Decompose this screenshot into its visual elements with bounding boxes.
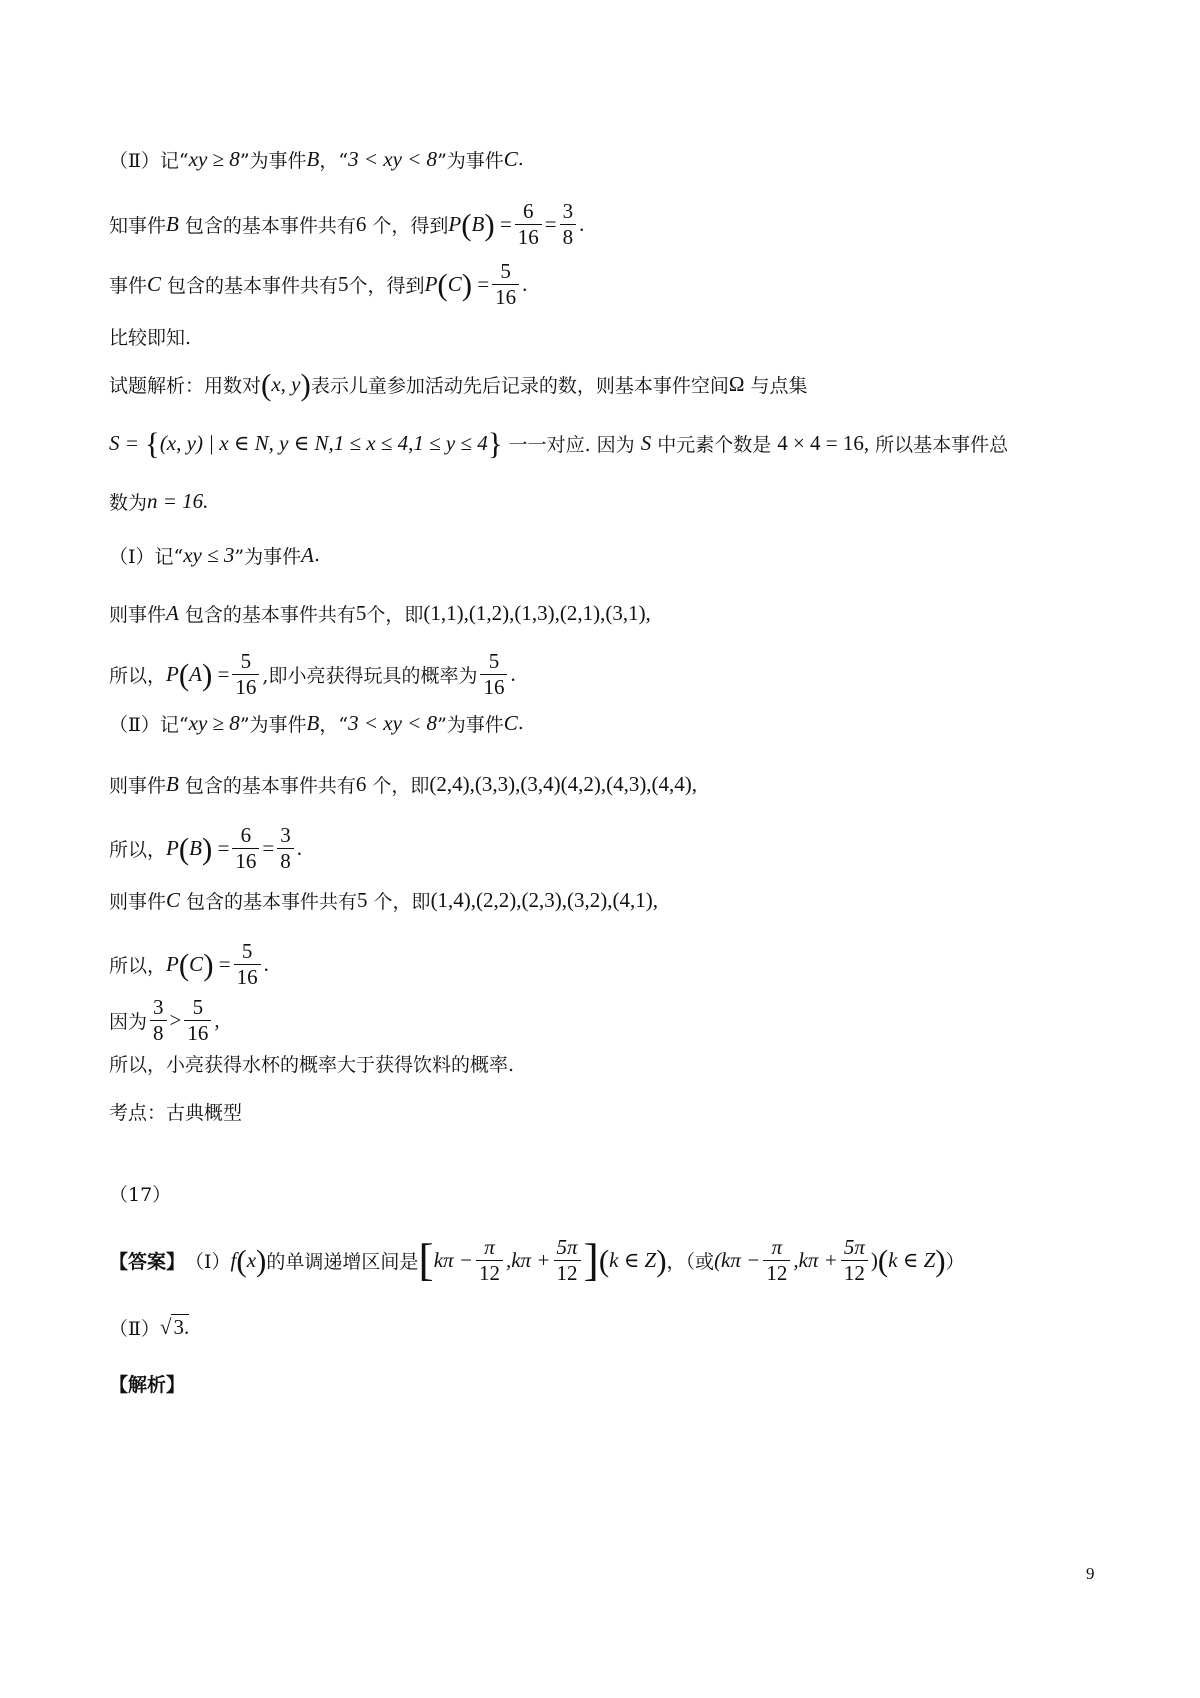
fraction: $\frac{\pi}{12}$ [763, 1235, 790, 1286]
text: ,即小亮获得玩具的概率为 [262, 664, 478, 687]
text: 则事件 [109, 774, 167, 797]
math: B [306, 146, 320, 171]
math: x, y [271, 371, 301, 396]
math: C [166, 887, 181, 912]
math: S [640, 430, 652, 455]
text: （Ⅱ） [109, 1317, 160, 1340]
text: ） [945, 1250, 965, 1273]
math: ,kπ + [505, 1247, 551, 1272]
math: P [166, 951, 179, 976]
text: . [517, 148, 524, 170]
text: 因为 [109, 1010, 148, 1033]
analysis-heading: 【解析】 [109, 1373, 186, 1396]
math: C [147, 271, 162, 296]
math: 5 [357, 887, 368, 912]
math: 5 [355, 600, 367, 625]
text: ，（或 [666, 1250, 715, 1273]
math: (x, y) | x ∈ N, y ∈ N,1 ≤ x ≤ 4,1 ≤ y ≤ 4 [159, 430, 488, 455]
page-number: 9 [1086, 1564, 1095, 1583]
math: Ω [728, 371, 745, 396]
text: ”为事件 [437, 149, 504, 172]
line-part1-intro [109, 532, 320, 578]
text: 则事件 [109, 603, 167, 626]
line-prob-c: 所以， P ( C ) = $\frac{5}{16}$ . [109, 938, 269, 989]
text: （17） [109, 1183, 172, 1206]
math: (1,4),(2,2),(2,3),(3,2),(4,1), [430, 887, 658, 912]
text: 所以， [109, 838, 167, 861]
fraction: $\frac{5\pi}{12}$ [841, 1235, 868, 1286]
math: 3. [173, 1315, 190, 1339]
fraction: $\frac{3}{8}$ [277, 823, 294, 874]
line-question-number [109, 1170, 171, 1216]
math: (2,4),(3,3),(3,4)(4,2),(4,3),(4,4), [429, 771, 698, 796]
text: ”为事件 [239, 149, 307, 172]
text: . [517, 712, 524, 734]
math: (1,1),(1,2),(1,3),(2,1),(3,1), [423, 600, 651, 625]
fraction: $\frac{5\pi}{12}$ [553, 1235, 580, 1286]
line-event-b-list [109, 761, 697, 807]
math: xy ≤ 3 [183, 542, 235, 567]
line-prob-b: 所以， P ( B ) = $\frac{6}{16}$ = $\frac{3}{8}$ . [109, 822, 303, 873]
line-event-b-summary: 知事件 B 包含的基本事件共有 6 个，得到 P ( B ) = $\frac{6}{16}$ = $\frac{3}{8}$ . [109, 198, 585, 249]
text: 知事件 [109, 214, 167, 237]
text: ，“ [319, 149, 349, 172]
text: 包含的基本事件共有 [167, 274, 339, 297]
line-because: 因为 $\frac{3}{8}$ > $\frac{5}{16}$ , [109, 994, 220, 1045]
math: k ∈ Z [888, 1247, 936, 1272]
line-answer-part2: （Ⅱ） √ 3. [109, 1314, 190, 1340]
math: k ∈ Z [609, 1247, 657, 1272]
math: 6 [355, 771, 367, 796]
text: 考点：古典概型 [109, 1101, 243, 1124]
fraction: $\frac{3}{8}$ [560, 199, 577, 250]
math: x [246, 1247, 257, 1272]
text: 个，即 [373, 890, 431, 913]
text: （Ⅰ） [185, 1250, 231, 1273]
fraction: $\frac{5}{16}$ [234, 939, 261, 990]
line-solution-intro: 试题解析：用数对 ( x, y ) 表示儿童参加活动先后记录的数，则基本事件空间 Ω 与点集 [109, 366, 808, 402]
math: 3 < xy < 8 [348, 710, 438, 735]
fraction: $\frac{\pi}{12}$ [476, 1235, 503, 1286]
text: 个，得到 [372, 214, 449, 237]
line-topic [109, 1088, 242, 1134]
line-part2-intro-b [109, 700, 524, 746]
math: ) [870, 1247, 878, 1272]
line-total-count [109, 478, 208, 524]
math: xy ≥ 8 [188, 146, 240, 171]
text: . [313, 544, 320, 566]
text: 包含的基本事件共有 [184, 214, 356, 237]
math: B [166, 771, 179, 796]
text: 一一对应. 因为 [508, 433, 635, 456]
fraction: $\frac{6}{16}$ [232, 823, 259, 874]
fraction: $\frac{5}{16}$ [184, 995, 211, 1046]
text: 表示儿童参加活动先后记录的数，则基本事件空间 [310, 374, 729, 397]
fraction: $\frac{5}{16}$ [232, 649, 259, 700]
text: 所以，小亮获得水杯的概率大于获得饮料的概率. [109, 1053, 515, 1076]
line-set-definition: S = { (x, y) | x ∈ N, y ∈ N,1 ≤ x ≤ 4,1 ≤ y ≤ 4 } 一一对应. 因为 S 中元素个数是 4 × 4 = 16, 所以基本事件总 [109, 425, 1009, 461]
fraction: $\frac{5}{16}$ [492, 259, 519, 310]
math: C [503, 710, 518, 735]
text: 包含的基本事件共有 [184, 774, 356, 797]
text: 所以基本事件总 [875, 433, 1009, 456]
math: 5 [338, 271, 349, 296]
text: 包含的基本事件共有 [186, 890, 358, 913]
text: 则事件 [109, 890, 167, 913]
text: 事件 [109, 274, 148, 297]
math: P [448, 211, 462, 236]
math: (kπ − [714, 1247, 761, 1272]
text: ”为事件 [239, 713, 307, 736]
text: （Ⅰ）记“ [109, 545, 184, 568]
text: ”为事件 [234, 545, 302, 568]
text: 所以， [109, 664, 167, 687]
text: 比较即知. [109, 326, 192, 349]
math: 3 < xy < 8 [348, 146, 438, 171]
math: B [166, 211, 179, 236]
math: kπ − [433, 1247, 473, 1272]
text: 与点集 [750, 374, 808, 397]
text: 所以， [109, 954, 167, 977]
line-analysis-heading [109, 1360, 185, 1406]
line-prob-a: 所以， P ( A ) = $\frac{5}{16}$ ,即小亮获得玩具的概率为 $\frac{5}{16}$ . [109, 648, 516, 699]
math: A [166, 600, 179, 625]
fraction: $\frac{3}{8}$ [150, 995, 167, 1046]
text: 中元素个数是 [657, 433, 772, 456]
text: 个，得到 [348, 274, 425, 297]
text: （Ⅱ）记“ [109, 149, 189, 172]
text: ，“ [319, 713, 349, 736]
math: xy ≥ 8 [188, 710, 240, 735]
math: B [306, 710, 320, 735]
line-part2-intro-a [109, 136, 524, 182]
fraction: $\frac{6}{16}$ [515, 199, 542, 250]
math: S = [109, 430, 139, 455]
fraction: $\frac{5}{16}$ [480, 649, 507, 700]
line-answer: 【答案】 （Ⅰ） f ( x ) 的单调递增区间是 [ kπ − $\frac{\pi}{12}$ ,kπ + $\frac{5\pi}{12}$ ] ( k ∈ Z ) ，（或 (kπ − $\frac{\pi}{12}$ ,kπ + $\frac{5\pi}{12}$ ) ( k ∈ Z ) ） [109, 1234, 965, 1285]
math: n = 16. [147, 488, 209, 513]
line-event-c-list [109, 877, 658, 923]
line-event-a-list [109, 590, 651, 636]
math: ,kπ + [793, 1247, 838, 1272]
math: 4 × 4 = 16, [777, 430, 870, 455]
text: ”为事件 [437, 713, 504, 736]
answer-heading: 【答案】 [109, 1250, 186, 1273]
math: P [424, 271, 438, 296]
line-compare [109, 313, 191, 359]
line-event-c-summary: 事件 C 包含的基本事件共有 5 个，得到 P ( C ) = $\frac{5}{16}$ . [109, 258, 528, 309]
math: f [230, 1247, 237, 1272]
text: 试题解析：用数对 [109, 374, 262, 397]
math: P [166, 661, 179, 686]
math: 6 [355, 211, 367, 236]
text: 个，即 [366, 603, 424, 626]
math: C [503, 146, 518, 171]
text: 包含的基本事件共有 [184, 603, 356, 626]
text: 的单调递增区间是 [266, 1250, 419, 1273]
math: P [166, 835, 179, 860]
text: 个，即 [372, 774, 430, 797]
line-conclusion [109, 1040, 514, 1086]
text: 数为 [109, 491, 148, 514]
math: A [301, 542, 314, 567]
text: （Ⅱ）记“ [109, 713, 189, 736]
